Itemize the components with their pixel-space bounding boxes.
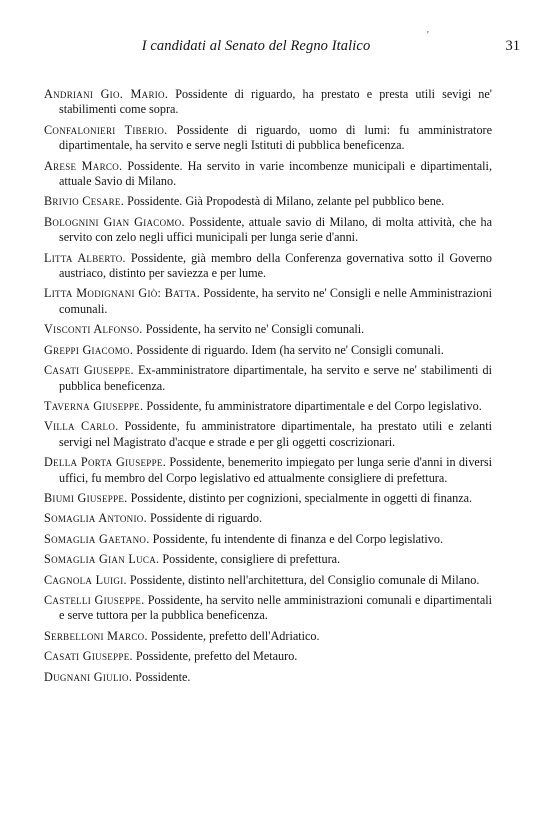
candidate-entry bbox=[44, 322, 492, 337]
candidate-description: Possidente, distinto nell'architettura, del Consiglio comunale di Milano. bbox=[129, 572, 480, 587]
candidate-entry bbox=[44, 251, 492, 282]
candidate-entry bbox=[44, 649, 492, 664]
candidate-description: Possidente, prefetto dell'Adriatico. bbox=[150, 628, 320, 643]
candidate-name: Della Porta Giuseppe. bbox=[44, 455, 167, 470]
candidate-description: Possidente, fu amministratore dipartimentale e del Corpo legislativo. bbox=[146, 398, 482, 413]
candidate-description: Possidente, benemerito impiegato per lunga serie d'anni in diversi uffici, fu membro del Corpo legislativo ed attualmente consigliere di prefettura. bbox=[59, 455, 493, 485]
candidate-entry bbox=[44, 532, 492, 547]
candidate-description: Possidente, ha servito ne' Consigli e nelle Amministrazioni comunali. bbox=[59, 286, 493, 316]
candidate-description: Possidente, distinto per cognizioni, specialmente in oggetti di finanza. bbox=[130, 490, 473, 505]
candidate-entry bbox=[44, 573, 492, 588]
candidate-entry bbox=[44, 215, 492, 246]
candidate-description: Possidente, attuale savio di Milano, di molta attività, che ha servito con zelo negli uffici municipali per lunga serie d'anni. bbox=[59, 214, 492, 245]
candidate-entry bbox=[44, 670, 492, 685]
candidate-name: Somaglia Antonio. bbox=[44, 511, 147, 526]
candidate-list bbox=[44, 87, 492, 690]
candidate-name: Taverna Giuseppe. bbox=[44, 398, 144, 413]
running-title: I candidati al Senato del Regno Italico bbox=[141, 38, 371, 54]
candidate-name: Somaglia Gaetano. bbox=[44, 531, 150, 546]
candidate-description: Possidente di riguardo, uomo di lumi: fu amministratore dipartimentale, ha servito e serve negli Istituti di pubblica beneficenza. bbox=[59, 122, 493, 153]
candidate-name: Cagnola Luigi. bbox=[44, 572, 127, 587]
candidate-description: Possidente. Già Propodestà di Milano, zelante pel pubblico bene. bbox=[127, 194, 445, 209]
candidate-name: Biumi Giuseppe. bbox=[44, 490, 128, 505]
candidate-name: Serbelloni Marco. bbox=[44, 628, 148, 643]
candidate-name: Somaglia Gian Luca. bbox=[44, 552, 160, 567]
candidate-name: Castelli Giuseppe. bbox=[44, 592, 145, 607]
candidate-entry bbox=[44, 491, 492, 506]
candidate-entry bbox=[44, 286, 492, 317]
candidate-description: Possidente, consigliere di prefettura. bbox=[162, 552, 341, 567]
corner-mark: ' bbox=[427, 30, 429, 41]
page-number: 31 bbox=[505, 38, 520, 54]
candidate-description: Possidente. Ha servito in varie incombenze municipali e dipartimentali, attuale Savio di Milano. bbox=[59, 158, 492, 189]
candidate-name: Dugnani Giulio. bbox=[44, 669, 133, 684]
candidate-entry bbox=[44, 511, 492, 526]
candidate-description: Possidente, fu intendente di finanza e del Corpo legislativo. bbox=[152, 531, 443, 546]
candidate-description: Ex-amministratore dipartimentale, ha servito e serve ne' stabilimenti di pubblica beneficenza. bbox=[59, 363, 492, 393]
candidate-description: Possidente, ha servito ne' Consigli comunali. bbox=[145, 322, 365, 337]
candidate-description: Possidente di riguardo, ha prestato e presta utili sevigi ne' stabilimenti come sopra. bbox=[59, 87, 492, 117]
candidate-description: Possidente, fu amministratore dipartimentale, ha prestato utili e zelanti servigi nel Magistrato d'acque e strade e per gli oggetti coscrizionari. bbox=[59, 419, 492, 449]
candidate-description: Possidente, prefetto del Metauro. bbox=[135, 649, 298, 664]
candidate-name: Villa Carlo. bbox=[44, 419, 119, 434]
candidate-description: Possidente di riguardo. bbox=[149, 511, 263, 526]
candidate-name: Arese Marco. bbox=[44, 158, 123, 173]
candidate-entry bbox=[44, 455, 492, 486]
candidate-name: Litta Alberto. bbox=[44, 250, 126, 265]
candidate-entry bbox=[44, 399, 492, 414]
candidate-name: Greppi Giacomo. bbox=[44, 342, 134, 357]
candidate-entry bbox=[44, 343, 492, 358]
candidate-description: Possidente, ha servito nelle amministrazioni comunali e dipartimentali e serve tuttora per la pubblica beneficenza. bbox=[59, 592, 492, 623]
candidate-entry bbox=[44, 363, 492, 394]
candidate-name: Litta Modignani Giò: Batta. bbox=[44, 286, 201, 301]
candidate-description: Possidente, già membro della Conferenza governativa sotto il Governo austriaco, distinto per saviezza e per lume. bbox=[59, 250, 493, 281]
candidate-name: Casati Giuseppe. bbox=[44, 363, 134, 378]
candidate-name: Brivio Cesare. bbox=[44, 194, 125, 209]
candidate-entry bbox=[44, 123, 492, 154]
candidate-name: Visconti Alfonso. bbox=[44, 322, 143, 337]
candidate-name: Andriani Gio. Mario. bbox=[44, 87, 169, 101]
candidate-entry bbox=[44, 552, 492, 567]
candidate-entry bbox=[44, 159, 492, 190]
candidate-entry bbox=[44, 629, 492, 644]
candidate-name: Bolognini Gian Giacomo. bbox=[44, 214, 185, 229]
candidate-description: Possidente di riguardo. Idem (ha servito ne' Consigli comunali. bbox=[136, 342, 444, 357]
candidate-entry bbox=[44, 87, 492, 118]
candidate-description: Possidente. bbox=[135, 669, 191, 684]
candidate-name: Casati Giuseppe. bbox=[44, 649, 133, 664]
candidate-entry bbox=[44, 593, 492, 624]
candidate-name: Confalonieri Tiberio. bbox=[44, 122, 168, 137]
running-header bbox=[20, 38, 520, 58]
candidate-entry bbox=[44, 194, 492, 209]
candidate-entry bbox=[44, 419, 492, 450]
